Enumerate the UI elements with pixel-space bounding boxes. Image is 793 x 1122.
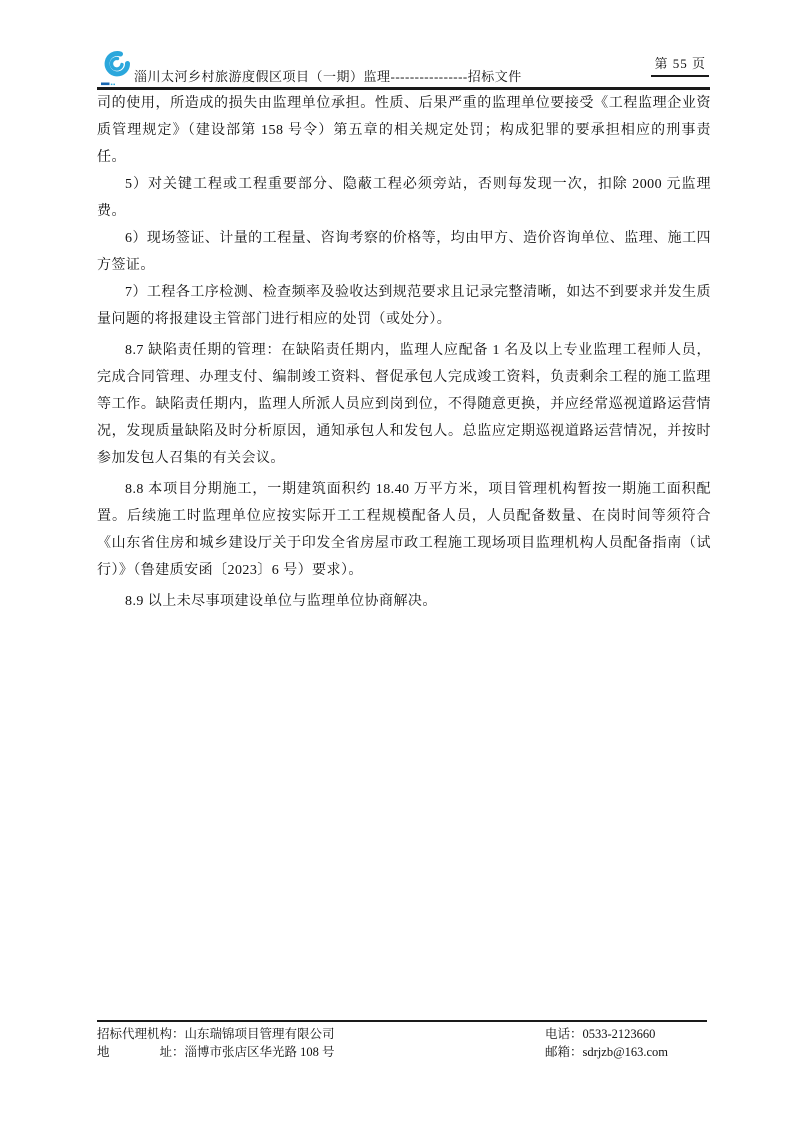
address-value: 淄博市张店区华光路 108 号	[184, 1044, 335, 1059]
footer-email-line	[545, 1044, 668, 1062]
paragraph-item-6: 6）现场签证、计量的工程量、咨询考察的价格等，均由甲方、造价咨询单位、监理、施工四方签证。	[97, 231, 711, 273]
paragraph-item-7: 7）工程各工序检测、检查频率及验收达到规范要求且记录完整清晰，如达不到要求并发生质量问题的将报建设主管部门进行相应的处罚（或处分）。	[97, 285, 711, 327]
paragraph-section-8-7: 8.7 缺陷责任期的管理：在缺陷责任期内，监理人应配备 1 名及以上专业监理工程师人员，完成合同管理、办理支付、编制竣工资料、督促承包人完成竣工资料，负责剩余工程的施工监理等工作。缺陷责任期内，监理人所派人员应到岗到位，不得随意更换，并应经常巡视道路运营情况，发现质量缺陷及时分析原因，通知承包人和发包人。总监应定期巡视道路运营情况，并按时参加发包人召集的有关会议。	[97, 343, 711, 466]
address-label: 地 址：	[97, 1044, 185, 1059]
agency-label: 招标代理机构：	[97, 1027, 185, 1041]
company-logo-icon	[98, 50, 132, 88]
phone-value: 0533-2123660	[582, 1027, 656, 1041]
page-number: 第 55 页	[651, 53, 709, 77]
email-label: 邮箱：	[545, 1044, 583, 1059]
email-value: sdrjzb@163.com	[582, 1044, 668, 1059]
header-title: 淄川太河乡村旅游度假区项目（一期）监理----------------招标文件	[134, 69, 522, 84]
footer-divider	[97, 1020, 707, 1022]
phone-label: 电话：	[545, 1027, 583, 1041]
footer-contact-block	[545, 1026, 668, 1061]
paragraph-continuation: 司的使用，所造成的损失由监理单位承担。性质、后果严重的监理单位要接受《工程监理企业资质管理规定》（建设部第 158 号令）第五章的相关规定处罚；构成犯罪的要承担相应的刑事责任。	[97, 96, 711, 165]
paragraph-section-8-8: 8.8 本项目分期施工，一期建筑面积约 18.40 万平方米，项目管理机构暂按一期施工面积配置。后续施工时监理单位应按实际开工工程规模配备人员，人员配备数量、在岗时间等须符合《山东省住房和城乡建设厅关于印发全省房屋市政工程施工现场项目监理机构人员配备指南（试行）》（鲁建质安函〔2023〕6 号）要求）。	[97, 482, 711, 578]
paragraph-section-8-9: 8.9 以上未尽事项建设单位与监理单位协商解决。	[125, 594, 437, 609]
page-footer	[97, 1026, 707, 1061]
document-body	[97, 90, 711, 615]
paragraph-item-5: 5）对关键工程或工程重要部分、隐蔽工程必须旁站，否则每发现一次，扣除 2000 元监理费。	[97, 177, 711, 219]
footer-phone-line	[545, 1026, 668, 1044]
agency-value: 山东瑞锦项目管理有限公司	[184, 1027, 335, 1041]
